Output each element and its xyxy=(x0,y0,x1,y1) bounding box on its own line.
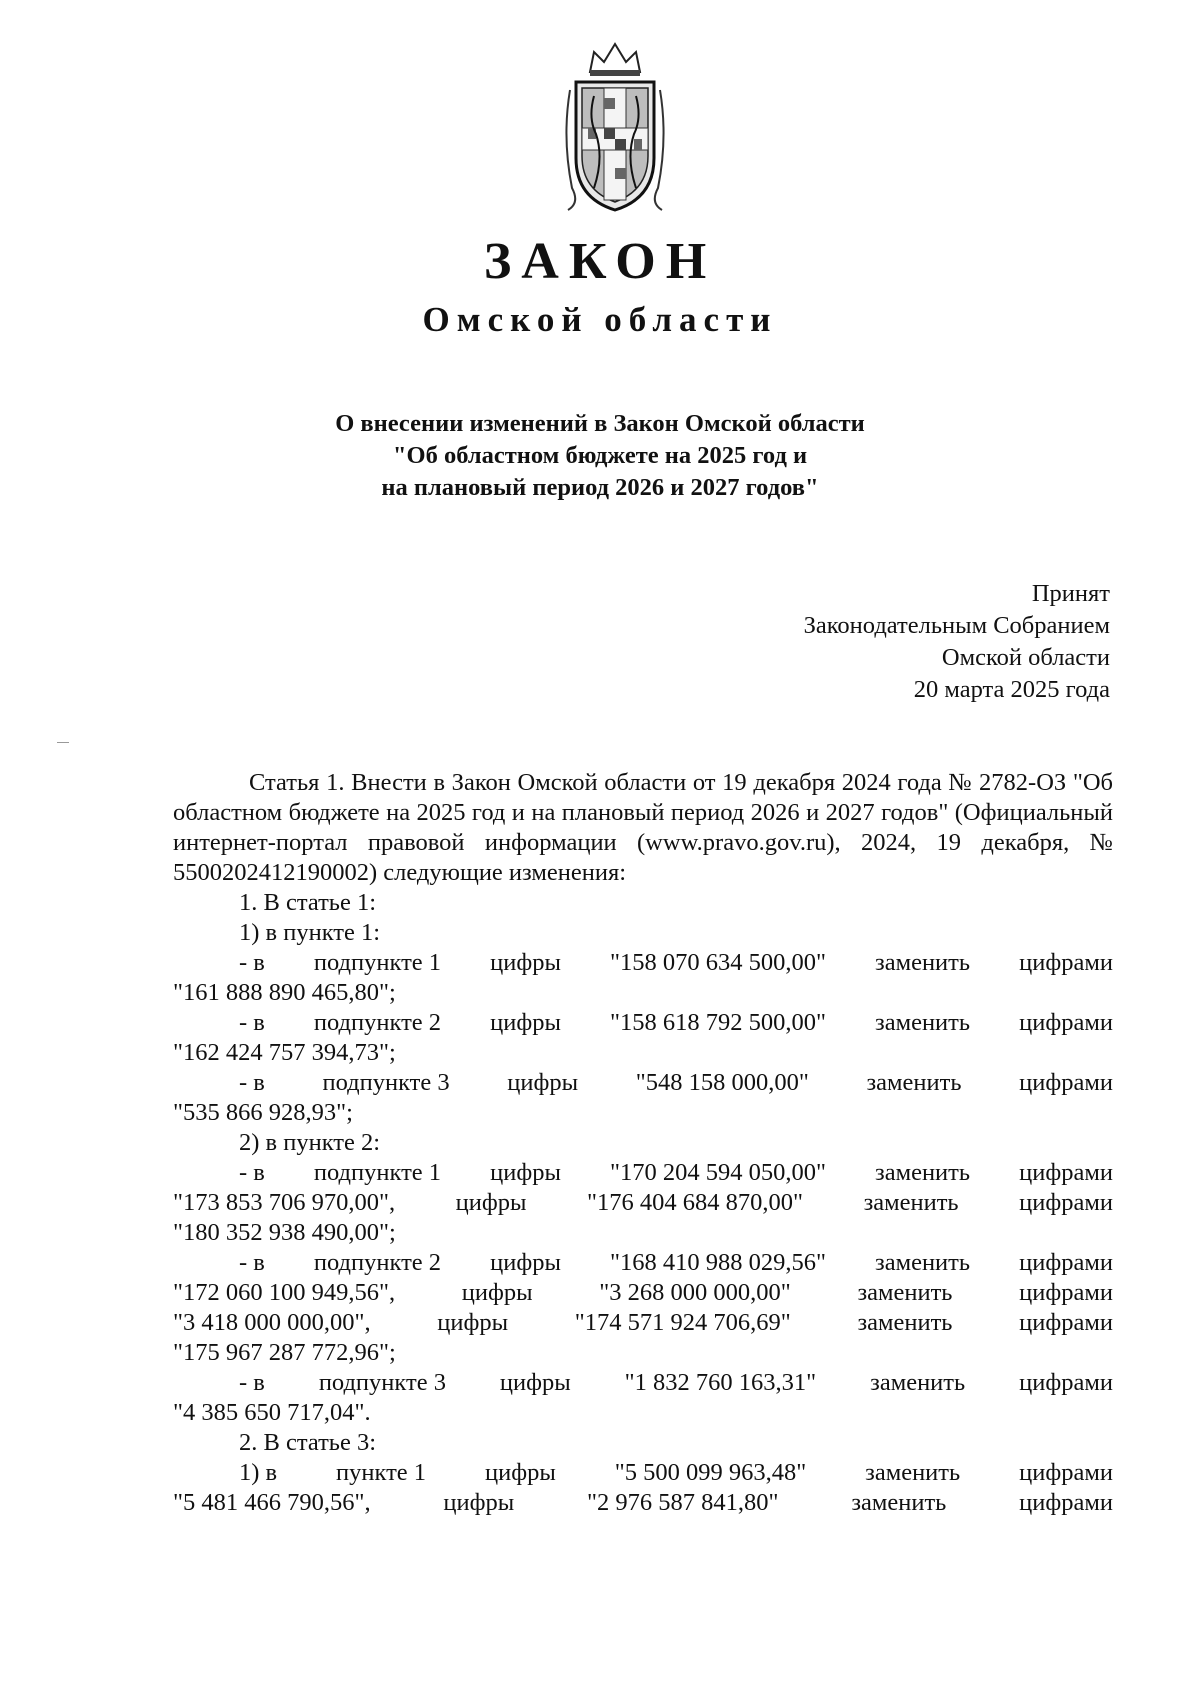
adoption-block xyxy=(804,578,1110,706)
amendment-token: цифрами xyxy=(1019,1249,1113,1276)
amendment-row xyxy=(173,1308,1113,1338)
amendment-token: цифрами xyxy=(1019,1309,1113,1336)
law-title: ЗАКОН xyxy=(483,233,717,290)
amendment-end: "175 967 287 772,96"; xyxy=(173,1339,396,1366)
adoption-line: Законодательным Собранием xyxy=(803,612,1110,639)
amendment-token: заменить xyxy=(863,1189,959,1216)
adoption-line: Омской области xyxy=(941,644,1110,671)
amendment-row xyxy=(173,1188,1113,1218)
amendment-token: заменить xyxy=(866,1069,962,1096)
amendment-token: цифры xyxy=(461,1279,533,1306)
amendment-token: подпункте 3 xyxy=(318,1369,446,1396)
amendment-token: заменить xyxy=(865,1459,961,1486)
amendment-token: "548 158 000,00" xyxy=(635,1069,809,1096)
amendment-token: подпункте 1 xyxy=(313,1159,442,1186)
amendment-row xyxy=(173,1278,1113,1308)
amendment-token: "1 832 760 163,31" xyxy=(624,1369,817,1396)
amendment-token: "3 268 000 000,00" xyxy=(599,1279,791,1306)
amendment-token: "158 618 792 500,00" xyxy=(609,1009,826,1036)
amendment-token: "5 500 099 963,48" xyxy=(614,1459,807,1486)
item-1-1: 1) в пункте 1: xyxy=(239,919,381,946)
amendment-token: заменить xyxy=(875,1159,971,1186)
heading-line: на плановый период 2026 и 2027 годов" xyxy=(381,474,819,501)
amendment-token: "176 404 684 870,00" xyxy=(587,1189,804,1216)
adoption-date: 20 марта 2025 года xyxy=(913,676,1110,703)
document-body xyxy=(173,768,1113,1518)
amendment-token: цифры xyxy=(443,1489,515,1516)
amendment-token: - в xyxy=(239,1249,265,1276)
amendment-token: цифрами xyxy=(1019,1279,1113,1306)
amendment-token: цифрами xyxy=(1019,1369,1113,1396)
amendment-token: подпункте 1 xyxy=(313,949,442,976)
amendment-token: цифрами xyxy=(1019,1459,1113,1486)
amendment-token: "168 410 988 029,56" xyxy=(609,1249,826,1276)
amendment-token: цифры xyxy=(490,1159,561,1186)
amendment-token: цифры xyxy=(437,1309,509,1336)
amendment-token: цифры xyxy=(455,1189,527,1216)
amendment-row xyxy=(173,1158,1113,1188)
heading-line: "Об областном бюджете на 2025 год и xyxy=(392,442,808,469)
article-1-intro: Статья 1. Внести в Закон Омской области от 19 декабря 2024 года № 2782-ОЗ "Об областном бюджете на 2025 год и на плановый период 2026 и 2027 годов" (Официальный интернет-портал правовой информации (www.pravo.gov.ru), 2024, 19 декабря, № 5500202412190002) следующие изменения: xyxy=(173,769,1113,886)
amendment-token: цифры xyxy=(507,1069,579,1096)
amendment-end: "535 866 928,93"; xyxy=(173,1099,353,1126)
amendment-row xyxy=(173,948,1113,978)
amendment-token: цифры xyxy=(499,1369,571,1396)
amendment-token: подпункте 2 xyxy=(313,1249,442,1276)
amendment-row xyxy=(173,1488,1113,1518)
amendment-token: цифрами xyxy=(1019,1189,1113,1216)
amendment-token: подпункте 3 xyxy=(322,1069,450,1096)
amendment-token: - в xyxy=(239,1009,265,1036)
amendment-token: цифры xyxy=(490,949,561,976)
amendment-end: "4 385 650 717,04". xyxy=(173,1399,371,1426)
amendment-token: "170 204 594 050,00" xyxy=(609,1159,826,1186)
amendment-token: "173 853 706 970,00", xyxy=(173,1189,396,1216)
amendment-token: - в xyxy=(239,1069,265,1096)
amendment-token: "5 481 466 790,56", xyxy=(173,1489,371,1516)
amendment-token: заменить xyxy=(870,1369,966,1396)
amendment-token: заменить xyxy=(857,1309,953,1336)
amendment-token: "174 571 924 706,69" xyxy=(574,1309,791,1336)
amendment-row xyxy=(173,1248,1113,1278)
document-heading xyxy=(0,408,1200,504)
amendment-end: "162 424 757 394,73"; xyxy=(173,1039,396,1066)
amendment-token: "158 070 634 500,00" xyxy=(609,949,826,976)
amendment-token: - в xyxy=(239,1159,265,1186)
amendment-token: цифрами xyxy=(1019,1159,1113,1186)
amendment-token: цифрами xyxy=(1019,1069,1113,1096)
amendment-token: цифры xyxy=(490,1009,561,1036)
margin-mark xyxy=(57,742,69,743)
amendment-token: подпункте 2 xyxy=(313,1009,442,1036)
amendment-token: заменить xyxy=(875,1249,971,1276)
law-region: Омской области xyxy=(422,300,778,339)
amendment-token: цифры xyxy=(484,1459,556,1486)
amendment-row xyxy=(173,1458,1113,1488)
amendment-token: цифрами xyxy=(1019,949,1113,976)
amendment-token: заменить xyxy=(857,1279,953,1306)
amendment-token: 1) в xyxy=(239,1459,278,1486)
amendment-token: заменить xyxy=(875,949,971,976)
amendment-token: цифры xyxy=(490,1249,561,1276)
coat-of-arms-emblem xyxy=(560,38,670,216)
amendment-token: цифрами xyxy=(1019,1009,1113,1036)
amendment-token: заменить xyxy=(851,1489,947,1516)
amendment-end: "161 888 890 465,80"; xyxy=(173,979,396,1006)
amendment-token: цифрами xyxy=(1019,1489,1113,1516)
amendment-token: пункте 1 xyxy=(336,1459,427,1486)
adoption-line: Принят xyxy=(1031,580,1110,607)
amendment-row xyxy=(173,1368,1113,1398)
amendment-token: "172 060 100 949,56", xyxy=(173,1279,396,1306)
amendment-row xyxy=(173,1068,1113,1098)
item-2: 2. В статье 3: xyxy=(239,1429,377,1456)
amendment-token: "2 976 587 841,80" xyxy=(587,1489,779,1516)
heading-line: О внесении изменений в Закон Омской области xyxy=(335,410,865,437)
item-1: 1. В статье 1: xyxy=(239,889,377,916)
amendment-row xyxy=(173,1008,1113,1038)
amendment-end: "180 352 938 490,00"; xyxy=(173,1219,396,1246)
amendment-token: заменить xyxy=(875,1009,971,1036)
amendment-token: "3 418 000 000,00", xyxy=(173,1309,371,1336)
item-1-2: 2) в пункте 2: xyxy=(239,1129,381,1156)
amendment-token: - в xyxy=(239,949,265,976)
amendment-token: - в xyxy=(239,1369,265,1396)
